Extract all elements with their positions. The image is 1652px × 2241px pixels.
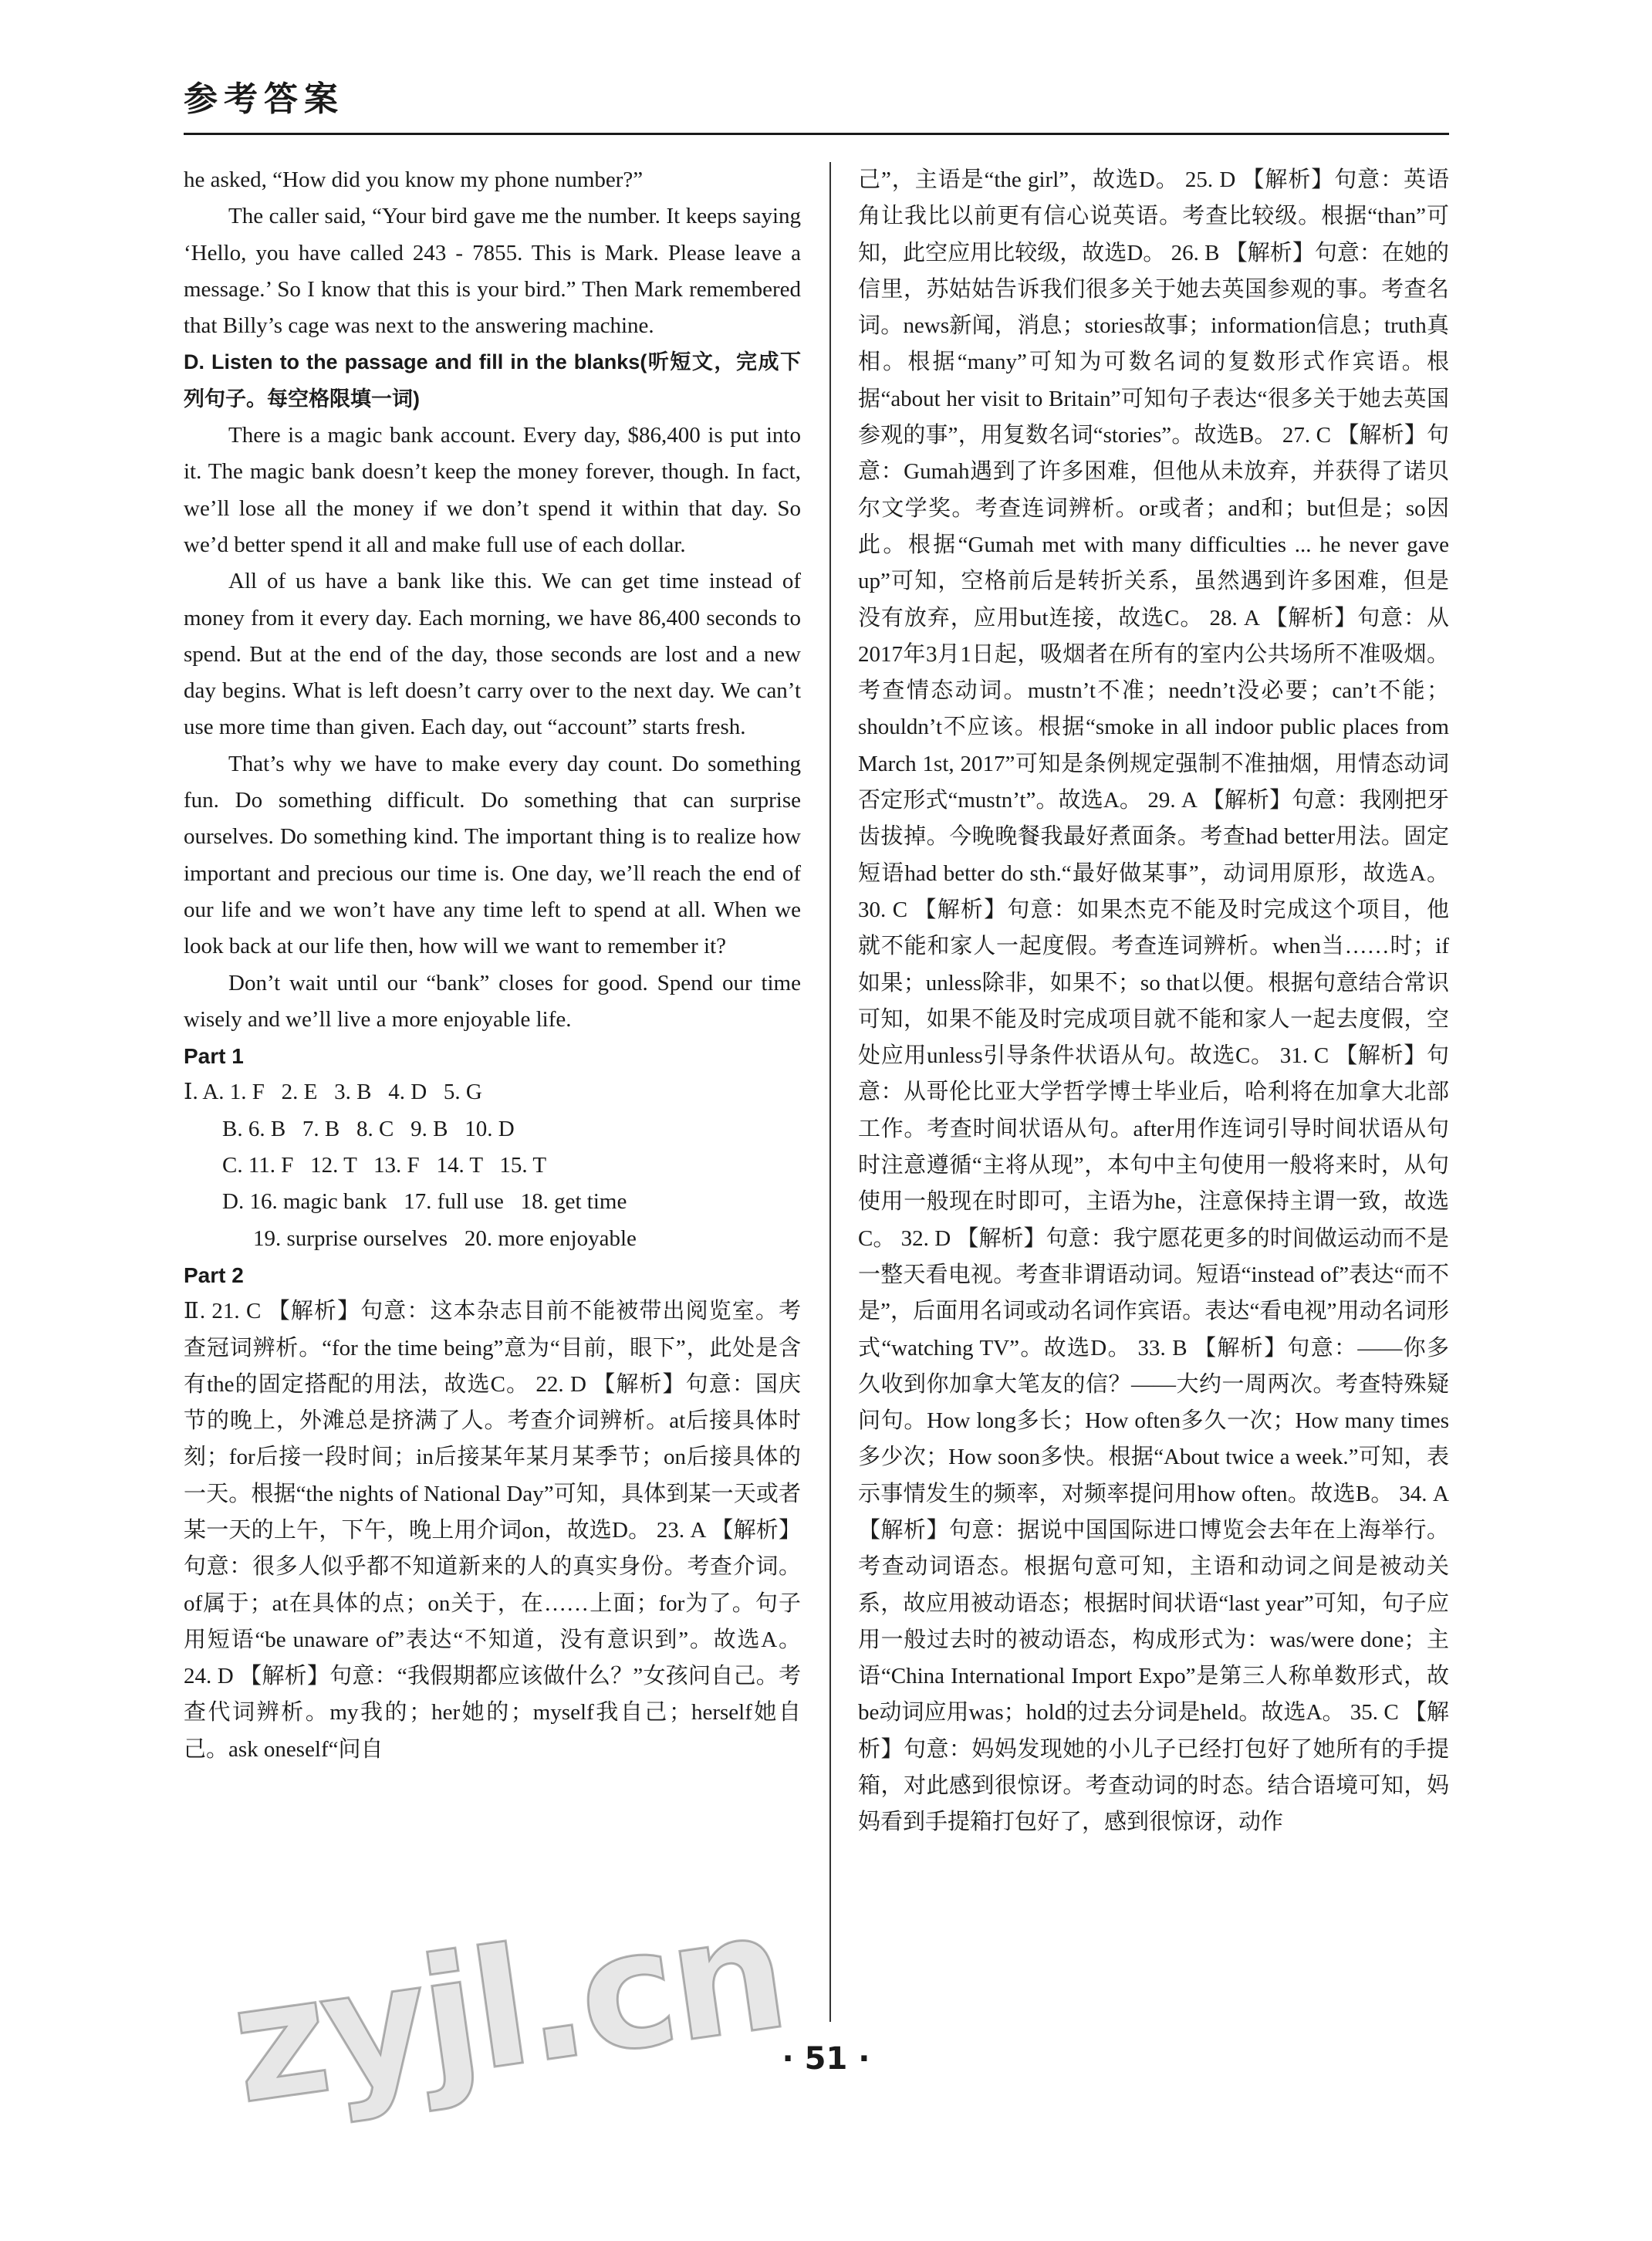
part2-heading: Part 2 — [184, 1262, 244, 1287]
header-title: 参考答案 — [184, 79, 344, 119]
answer-line: C. 11. F 12. T 13. F 14. T 15. T — [222, 1153, 547, 1178]
answer-line: D. 16. magic bank 17. full use 18. get time — [222, 1189, 627, 1215]
part2-explanations: Ⅱ. 21. C 【解析】句意：这本杂志目前不能被带出阅览室。考查冠词辨析。“for the time being”意为“目前，眼下”，此处是含有the的固定搭配的用法，故选C。 22. D 【解析】句意：国庆节的晚上，外滩总是挤满了人。考查介词辨析。at后接具体时刻；for后接一段时间；in后接某年某月某季节；on后接具体的一天。根据“the nights of National Day”可知，具体到某一天或者某一天的上午，下午，晚上用介词on，故选D。 23. A 【解析】句意：很多人似乎都不知道新来的人的真实身份。考查介词。of属于；at在具体的点；on关于，在……上面；for为了。句子用短语“be unaware of”表达“不知道，没有意识到”。故选A。 24. D 【解析】句意：“我假期都应该做什么？”女孩问自己。考查代词辨析。my我的；her她的；myself我自己；herself她自己。ask oneself“问自 — [184, 1299, 801, 1762]
header-rule — [184, 133, 1449, 135]
passage-paragraph: There is a magic bank account. Every day, $86,400 is put into it. The magic bank doesn’t keep the money forever, though. In fact, we’ll lose all the money if we don’t spend it within that day. So we’d better spend it all and make full use of each dollar. — [184, 423, 801, 557]
page-number: · 51 · — [782, 2041, 870, 2077]
dialogue-paragraph: The caller said, “Your bird gave me the number. It keeps saying ‘Hello, you have called 243 - 7855. This is Mark. Please leave a message.’ So I know that this is your bird.” Then Mark remembered that Billy’s cage was next to the answering machine. — [184, 204, 801, 339]
answer-line: 19. surprise ourselves 20. more enjoyable — [253, 1225, 637, 1251]
right-column — [858, 162, 1449, 1841]
column-divider — [829, 162, 831, 2022]
answer-line: B. 6. B 7. B 8. C 9. B 10. D — [222, 1116, 515, 1141]
left-column — [184, 162, 801, 1768]
part1-heading: Part 1 — [184, 1044, 244, 1069]
watermark-logo: zyjl.cn — [221, 1876, 794, 2141]
answer-line: Ⅰ. A. 1. F 2. E 3. B 4. D 5. G — [184, 1080, 482, 1105]
passage-paragraph: That’s why we have to make every day count. Do something fun. Do something difficult. Do something that can surprise ourselves. Do something kind. The important thing is to realize how important and precious our time is. One day, we’ll reach the end of our life and we won’t have any time left to spend at all. When we look back at our life then, how will we want to remember it? — [184, 751, 801, 959]
passage-paragraph: Don’t wait until our “bank” closes for good. Spend our time wisely and we’ll live a more enjoyable life. — [184, 970, 801, 1032]
dialogue-line: he asked, “How did you know my phone number?” — [184, 167, 644, 192]
explanations-continued: 己”，主语是“the girl”，故选D。 25. D 【解析】句意：英语角让我比以前更有信心说英语。考查比较级。根据“than”可知，此空应用比较级，故选D。 26. B 【解析】句意：在她的信里，苏姑姑告诉我们很多关于她去英国参观的事。考查名词。news新闻，消息；stories故事；information信息；truth真相。根据“many”可知为可数名词的复数形式作宾语。根据“about her visit to Britain”可知句子表达“很多关于她去英国参观的事”，用复数名词“stories”。故选B。 27. C 【解析】句意：Gumah遇到了许多困难，但他从未放弃，并获得了诺贝尔文学奖。考查连词辨析。or或者；and和；but但是；so因此。根据“Gumah met with many difficulties ... he never gave up”可知，空格前后是转折关系，虽然遇到许多困难，但是没有放弃，应用but连接，故选C。 28. A 【解析】句意：从2017年3月1日起，吸烟者在所有的室内公共场所不准吸烟。考查情态动词。mustn’t不准；needn’t没必要；can’t不能；shouldn’t不应该。根据“smoke in all indoor public places from March 1st, 2017”可知是条例规定强制不准抽烟，用情态动词否定形式“mustn’t”。故选A。 29. A 【解析】句意：我刚把牙齿拔掉。今晚晚餐我最好煮面条。考查had better用法。固定短语had better do sth.“最好做某事”，动词用原形，故选A。 30. C 【解析】句意：如果杰克不能及时完成这个项目，他就不能和家人一起度假。考查连词辨析。when当……时；if如果；unless除非，如果不；so that以便。根据句意结合常识可知，如果不能及时完成项目就不能和家人一起去度假，空处应用unless引导条件状语从句。故选C。 31. C 【解析】句意：从哥伦比亚大学哲学博士毕业后，哈利将在加拿大北部工作。考查时间状语从句。after用作连词引导时间状语从句时注意遵循“主将从现”，本句中主句使用一般将来时，从句使用一般现在时即可，主语为he，注意保持主谓一致，故选C。 32. D 【解析】句意：我宁愿花更多的时间做运动而不是一整天看电视。考查非谓语动词。短语“instead of”表达“而不是”，后面用名词或动名词作宾语。表达“看电视”用动名词形式“watching TV”。故选D。 33. B 【解析】句意：——你多久收到你加拿大笔友的信？——大约一周两次。考查特殊疑问句。How long多长；How often多久一次；How many times多少次；How soon多快。根据“About twice a week.”可知，表示事情发生的频率，对频率提问用how often。故选B。 34. A 【解析】句意：据说中国国际进口博览会去年在上海举行。考查动词语态。根据句意可知，主语和动词之间是被动关系，故应用被动语态；根据时间状语“last year”可知，句子应用一般过去时的被动语态，构成形式为：was/were done；主语“China International Import Expo”是第三人称单数形式，故be动词应用was；hold的过去分词是held。故选A。 35. C 【解析】句意：妈妈发现她的小儿子已经打包好了她所有的手提箱，对此感到很惊讶。考查动词的时态。结合语境可知，妈妈看到手提箱打包好了，感到很惊讶，动作 — [858, 167, 1449, 1835]
passage-paragraph: All of us have a bank like this. We can get time instead of money from it every day. Each morning, we have 86,400 seconds to spend. But at the end of the day, those seconds are lost and a new day begins. What is left doesn’t carry over to the next day. We can’t use more time than given. Each day, out “account” starts fresh. — [184, 569, 801, 740]
section-d-heading: D. Listen to the passage and fill in the blanks(听短文，完成下列句子。每空格限填一词) — [184, 350, 801, 411]
page-header — [184, 71, 1449, 120]
